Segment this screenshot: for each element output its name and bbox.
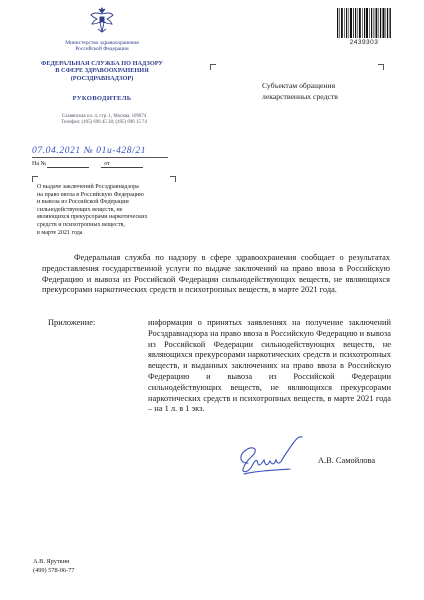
barcode-icon [336, 8, 392, 38]
ministry-name: Министерство здравоохранения Российской Федерации [65, 40, 139, 53]
head-title: РУКОВОДИТЕЛЬ [72, 95, 132, 102]
subject-corner-right [170, 176, 176, 182]
registration-date-number: 07.04.2021 № 01и-428/21 [32, 146, 147, 156]
reference-date-label: от [104, 161, 110, 167]
signer-name: А.В. Самойлова [318, 456, 376, 465]
registration-rule [32, 157, 168, 158]
double-headed-eagle-icon [89, 7, 115, 35]
handwritten-signature [234, 433, 308, 479]
executor-phone: (499) 578-06-77 [33, 566, 75, 574]
letter-body: Федеральная служба по надзору в сфере здравоохранения сообщает о результатах предоставления государственной услуги по выдаче заключений на право ввоза в Российскую Федерацию и вывоза из Российской Федерации сильнодействующих веществ, не являющихся прекурсорами наркотических средств и психотропных веществ, в марте 2021 года. [42, 253, 390, 295]
executor-info [33, 558, 74, 575]
recipient-block: Субъектам обращения лекарственных средств [262, 81, 338, 101]
executor-name: А.В. Яруткин [33, 558, 70, 565]
address: Славянская пл. 4, стр. 1, Москва, 109074 Телефон: (495) 698 45 38; (495) 698 15 74 [61, 114, 147, 126]
barcode-number: 2439303 [349, 39, 379, 46]
subject-corner-left [32, 176, 38, 182]
attachment-text: информация о принятых заявлениях на получение заключений Росздравнадзора на право ввоза в Российскую Федерацию и вывоза из Российской Федерации сильнодействующих веществ, не являющихся прекурсорами наркотических средств и психотропных веществ, и выданных заключениях на право ввоза в Российскую Федерацию и вывоза из Российской Федерации сильнодействующих веществ, не являющихся прекурсорами наркотических средств и психотропных веществ, в марте 2021 года – на 1 л. в 1 экз. [148, 318, 391, 414]
recipient-corner-right [378, 64, 384, 70]
service-name: ФЕДЕРАЛЬНАЯ СЛУЖБА ПО НАДЗОРУ В СФЕРЕ ЗДРАВООХРАНЕНИЯ (РОСЗДРАВНАДЗОР) [40, 60, 164, 82]
reference-number-label: На № [32, 161, 47, 167]
reference-date-rule [101, 167, 143, 168]
recipient-corner-left [210, 64, 216, 70]
letter-subject: О выдаче заключений Росздравнадзора на право ввоза в Российскую Федерацию и вывоза из Российской Федерации сильнодействующих веществ, не являющихся прекурсорами наркотических средств и психотропных веществ, в марте 2021 года [37, 184, 148, 236]
attachment-label: Приложение: [48, 318, 96, 327]
reference-number-rule [47, 167, 89, 168]
